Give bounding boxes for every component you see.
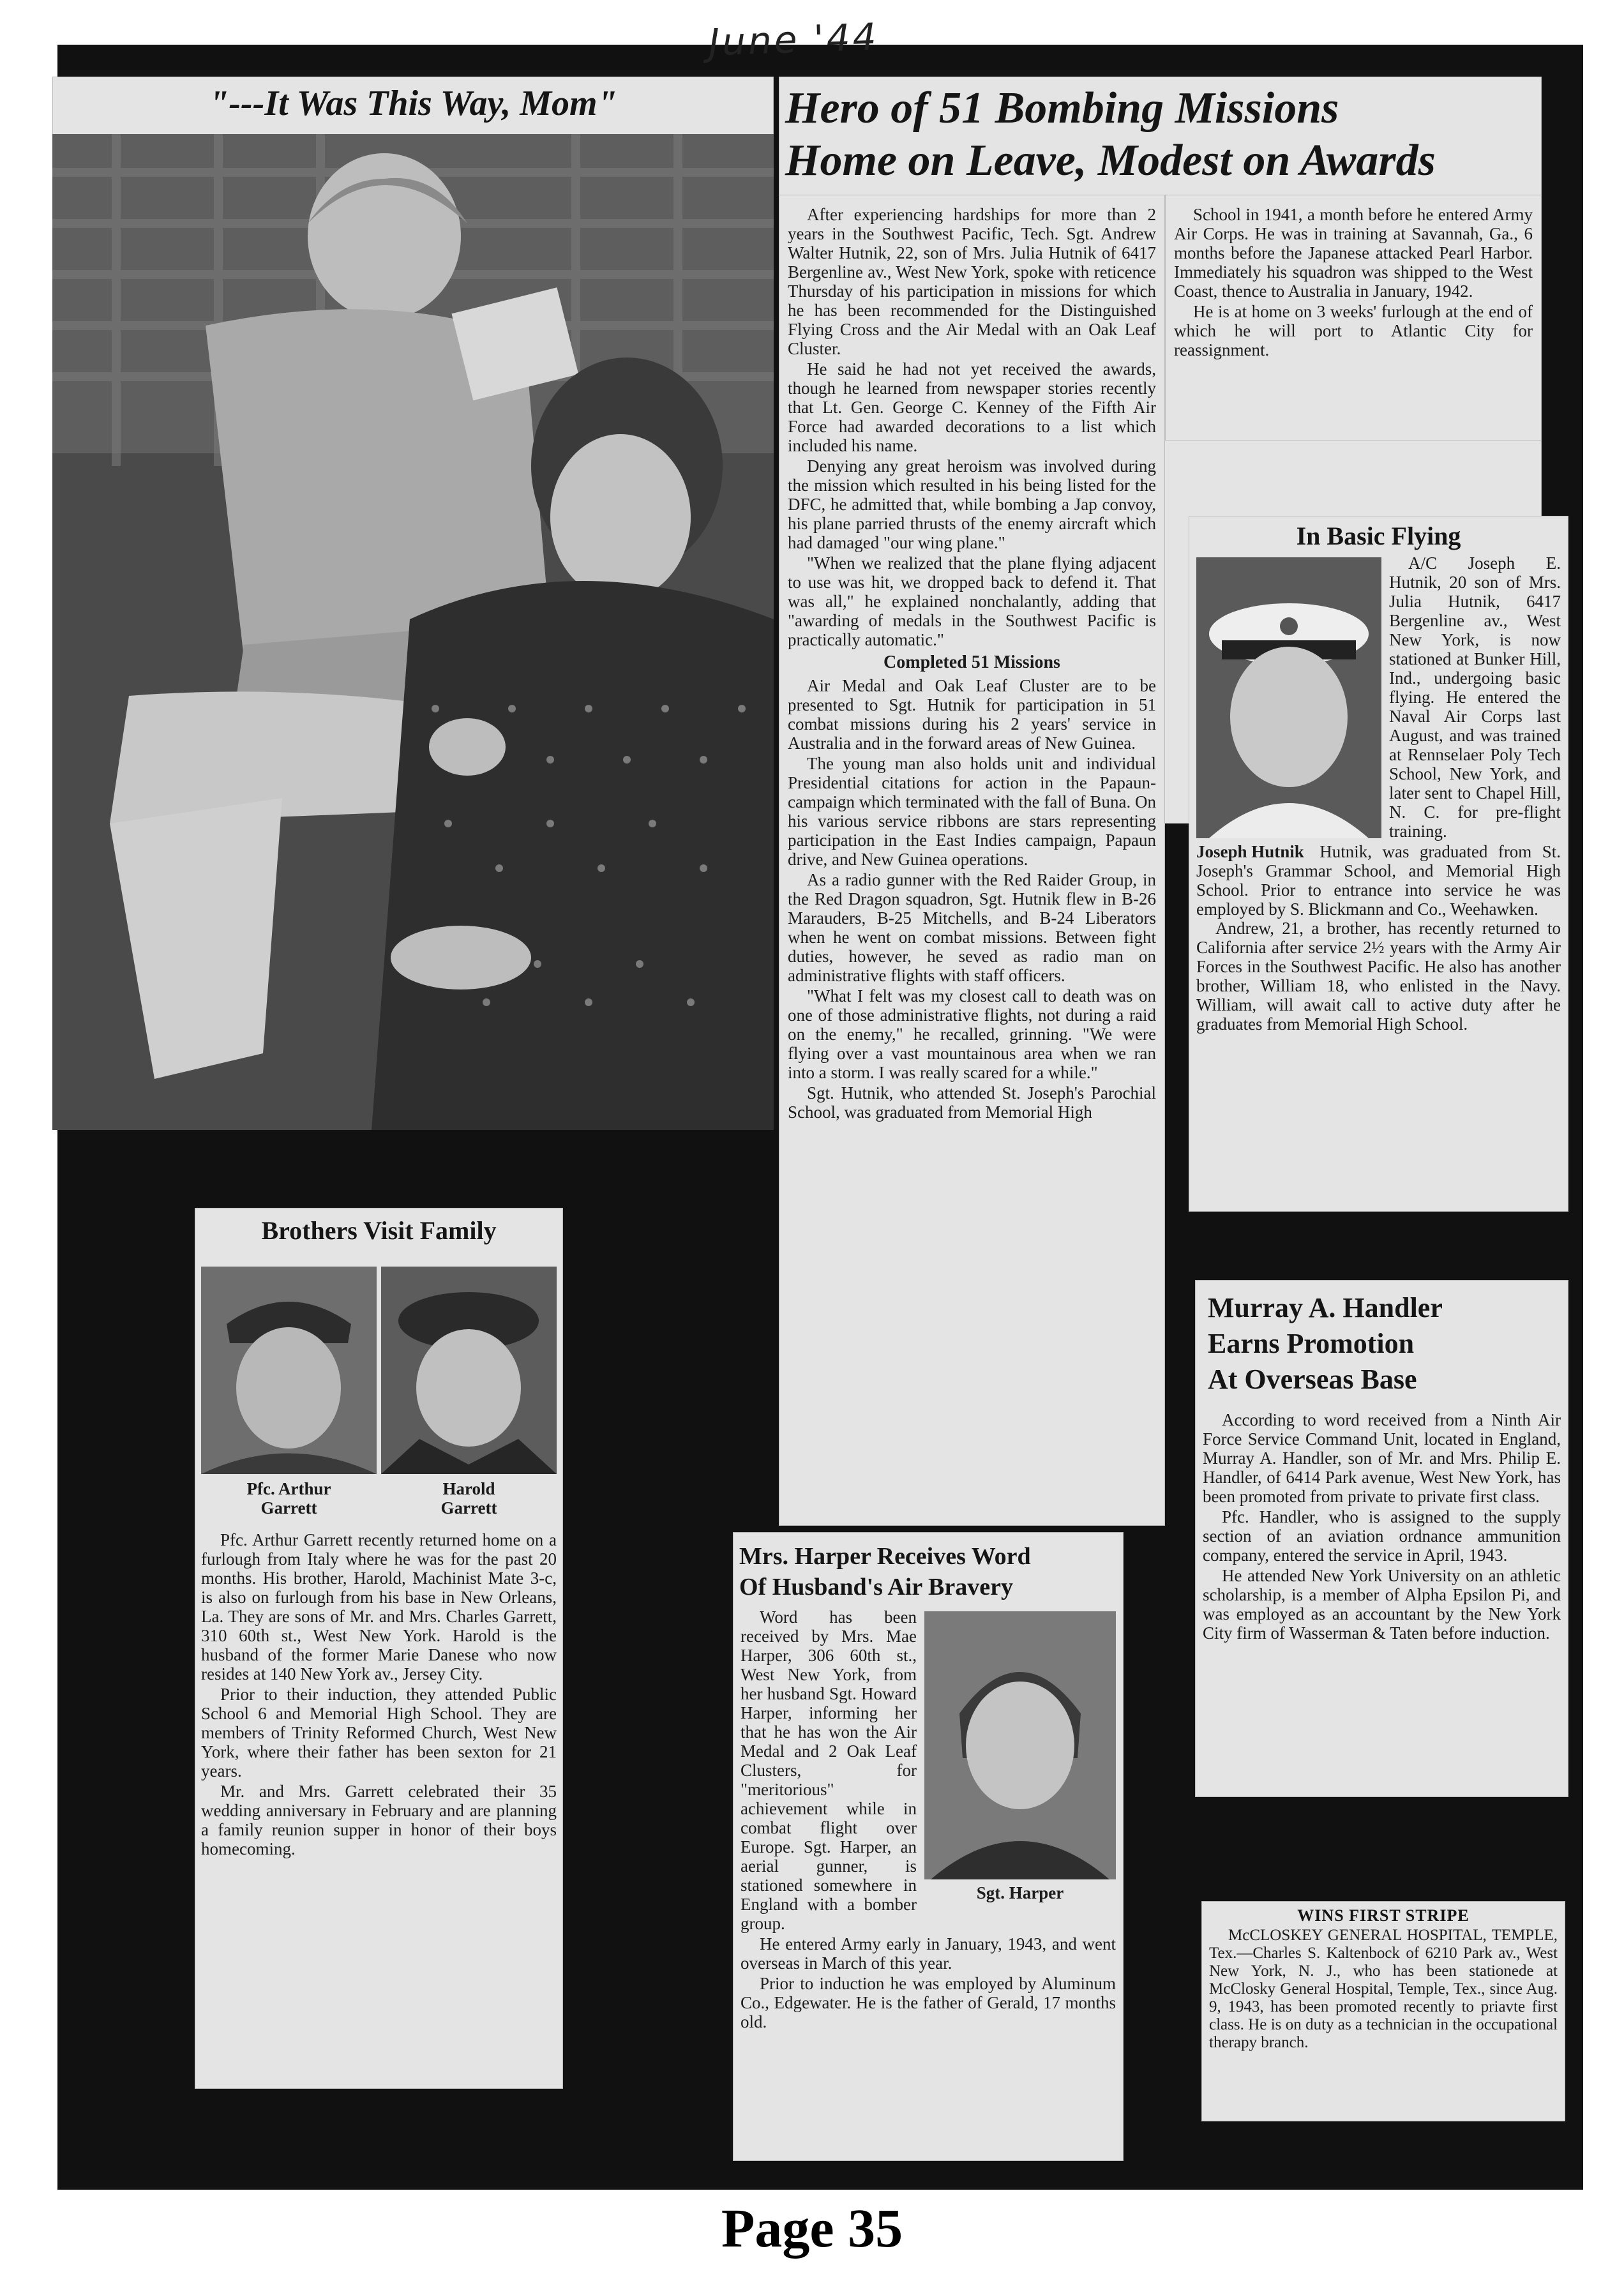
hero-p7: As a radio gunner with the Red Raider Group, in the Red Dragon squadron, Sgt. Hutnik flew in B-26 Marauders, B-25 Mitchells, and B-24 Liberators when he went on combat missions. Between fight duties, however, he seved as radio man on administrative flights with staff officers. xyxy=(788,870,1156,985)
basic-flying-clipping xyxy=(1189,516,1568,1212)
handler-p2: Pfc. Handler, who is assigned to the supply section of an aviation ordnance ammunition company, entered the service in April, 1943. xyxy=(1203,1507,1561,1565)
joseph-hutnik-photo xyxy=(1196,557,1381,838)
hero-p3: Denying any great heroism was involved during the mission which resulted in his being listed for the DFC, he admitted that, while bombing a Jap convoy, his plane parried thrusts of the enemy aircraft which had damaged "our wing plane." xyxy=(788,456,1156,552)
hero-p5: Air Medal and Oak Leaf Cluster are to be presented to Sgt. Hutnik for participation in 51 combat missions during his 2 years' service in Australia and in the forward areas of New Guinea. xyxy=(788,676,1156,753)
hero-p4: "When we realized that the plane flying adjacent to use was hit, we dropped back to defend it. That was all," he explained nonchalantly, adding that "awarding of medals in the Southwest Pacific is practically automatic." xyxy=(788,553,1156,649)
brothers-p3: Mr. and Mrs. Garrett celebrated their 35 wedding anniversary in February and are planning a family reunion supper in honor of their boys homecoming. xyxy=(201,1782,557,1858)
soldier-and-mother-photo xyxy=(52,134,774,1130)
stripe-text xyxy=(1201,1925,1565,2052)
harper-p2: He entered Army early in January, 1943, and went overseas in March of this year. xyxy=(741,1934,1116,1973)
hero-column1-text xyxy=(779,195,1165,1133)
stripe-headline: WINS FIRST STRIPE xyxy=(1297,1906,1470,1925)
arthur-caption-line1: Pfc. Arthur xyxy=(246,1479,331,1498)
sgt-harper-portrait xyxy=(924,1611,1116,1879)
harper-p1: Word has been received by Mrs. Mae Harper, 306 60th st., West New York, from her husband Sgt. Howard Harper, informing her that he has won the Air Medal and 2 Oak Leaf Clusters, for "meritorious" achievement while in combat flight over Europe. Sgt. Harper, an aerial gunner, is stationed somewhere in England with a bomber group. xyxy=(741,1607,917,1933)
harper-photo-block xyxy=(924,1611,1116,1902)
harper-p3: Prior to induction he was employed by Aluminum Co., Edgewater. He is the father of Gerald, 17 months old. xyxy=(741,1974,1116,2031)
sgt-harper-photo xyxy=(924,1611,1116,1879)
photo-illustration xyxy=(52,134,774,1130)
handwritten-date: June '44 xyxy=(707,15,880,64)
page-number: Page 35 xyxy=(721,2197,903,2259)
harold-garrett-portrait xyxy=(381,1267,557,1474)
joseph-hutnik-caption: Joseph Hutnik xyxy=(1196,842,1304,861)
brothers-headline: Brothers Visit Family xyxy=(261,1216,497,1245)
basic-flying-text xyxy=(1189,551,1568,1034)
harper-headline-line2: Of Husband's Air Bravery xyxy=(739,1574,1013,1600)
basic-flying-intro: A/C Joseph E. Hutnik, 20 son of Mrs. Julia Hutnik, 6417 Bergenline av., West New York, is now stationed at Bunker Hill, Ind., undergoing basic flying. He entered the Naval Air Corps last August, and was trained at Rennselaer Poly Tech School, New York, and later sent to Chapel Hill, N. C. for pre-flight training. xyxy=(1389,553,1561,841)
harold-caption-line2: Garrett xyxy=(440,1498,497,1517)
basic-flying-body: Hutnik, was graduated from St. Joseph's Grammar School, and Memorial High School. Prior to entrance into service he was employed by S. Blickmann and Co., Weehawken. xyxy=(1196,842,1561,919)
handler-text xyxy=(1195,1397,1568,1643)
hero-column2-text xyxy=(1165,195,1542,371)
harper-text xyxy=(733,1602,1124,2031)
hero-headline-line2: Home on Leave, Modest on Awards xyxy=(785,136,1436,185)
arthur-garrett-photo xyxy=(201,1267,377,1474)
hero-p1: After experiencing hardships for more than 2 years in the Southwest Pacific, Tech. Sgt. Andrew Walter Hutnik, 22, son of Mrs. Julia Hutnik of 6417 Bergenline av., West New York, spoke with reticence Thursday of his participation in missions for which he has been recommended for the Distinguished Flying Cross and the Air Medal with an Oak Leaf Cluster. xyxy=(788,205,1156,358)
hero-article-column2 xyxy=(1165,195,1542,440)
harper-headline-line1: Mrs. Harper Receives Word xyxy=(739,1543,1031,1570)
handler-p3: He attended New York University on an athletic scholarship, is a member of Alpha Epsilon Pi, and was employed as an accountant by the New York City firm of Wasserman & Taten before induction. xyxy=(1203,1566,1561,1643)
harper-clipping xyxy=(733,1532,1124,2161)
brothers-p1: Pfc. Arthur Garrett recently returned home on a furlough from Italy where he was for the past 20 months. His brother, Harold, Machinist Mate 3-c, is also on furlough from his base in New Orleans, La. They are sons of Mr. and Mrs. Charles Garrett, 310 60th st., West New York. Harold is the husband of the former Marie Danese who now resides at 140 New York av., Jersey City. xyxy=(201,1530,557,1683)
harold-caption-line1: Harold xyxy=(442,1479,495,1498)
hero-subhead: Completed 51 Missions xyxy=(883,652,1060,672)
hero-p2: He said he had not yet received the awards, though he learned from newspaper stories recently that Lt. Gen. George C. Kenney of the Fifth Air Force had awarded decorations to a list which included his name. xyxy=(788,359,1156,455)
photo-headline: "---It Was This Way, Mom" xyxy=(209,84,617,123)
handler-headline-line1: Murray A. Handler xyxy=(1208,1292,1443,1323)
hero-p8: "What I felt was my closest call to death was on one of those administrative flights, not during a raid on the enemy," he recalled, grinning. "We were flying over a vast mountainous area when we ran into a storm. I was really scared for a while." xyxy=(788,986,1156,1082)
handler-p1: According to word received from a Ninth Air Force Service Command Unit, located in England, Murray A. Handler, son of Mr. and Mrs. Philip E. Handler, of 6414 Park avenue, West New York, has been promoted from private to private first class. xyxy=(1203,1410,1561,1506)
photo-clipping xyxy=(52,77,774,1130)
brothers-p2: Prior to their induction, they attended Public School 6 and Memorial High School. They are members of Trinity Reformed Church, West New York, where their father has been sexton for 21 years. xyxy=(201,1685,557,1780)
joseph-hutnik-portrait xyxy=(1196,557,1381,838)
hero-col2-p2: He is at home on 3 weeks' furlough at the end of which he will port to Atlantic City for reassignment. xyxy=(1174,302,1533,359)
brothers-text xyxy=(201,1530,557,1860)
handler-clipping xyxy=(1195,1280,1568,1797)
hero-col2-p1: School in 1941, a month before he entered Army Air Corps. He was in training at Savannah, Ga., 6 months before the Japanese attacked Pearl Harbor. Immediately his squadron was shipped to the West Coast, thence to Australia in January, 1942. xyxy=(1174,205,1533,301)
arthur-garrett-portrait xyxy=(201,1267,377,1474)
hero-p9: Sgt. Hutnik, who attended St. Joseph's Parochial School, was graduated from Memorial High xyxy=(788,1083,1156,1122)
handler-headline-line2: Earns Promotion xyxy=(1208,1328,1415,1359)
sgt-harper-caption: Sgt. Harper xyxy=(976,1883,1064,1902)
arthur-caption-line2: Garrett xyxy=(260,1498,317,1517)
hero-p6: The young man also holds unit and individual Presidential citations for action in the Papaun-campaign which terminated with the fall of Buna. On his various service ribbons are stars representing participation in the East Indies campaign, Papaun drive, and New Guinea operations. xyxy=(788,754,1156,869)
hero-article-column1 xyxy=(779,195,1165,1526)
hero-headline-line1: Hero of 51 Bombing Missions xyxy=(785,84,1339,133)
handler-headline-line3: At Overseas Base xyxy=(1208,1364,1417,1395)
basic-flying-headline: In Basic Flying xyxy=(1296,522,1461,550)
brothers-clipping xyxy=(195,1208,563,2089)
basic-flying-body2: Andrew, 21, a brother, has recently returned to California after service 2½ years with the Army Air Forces in the Southwest Pacific. He also has another brother, William 18, who enlisted in the Navy. William, will await call to active duty after he graduates from Memorial High School. xyxy=(1196,919,1561,1034)
stripe-p1: McCLOSKEY GENERAL HOSPITAL, TEMPLE, Tex.—Charles S. Kaltenbock of 6210 Park av., West New York, N. J., who has been stationede at McClosky General Hospital, Temple, Tex., since Aug. 9, 1943, has been promoted recently to priavte first class. He is on duty as a technician in the occupational therapy branch. xyxy=(1209,1927,1558,2051)
harold-garrett-photo xyxy=(381,1267,557,1474)
stripe-clipping xyxy=(1201,1901,1565,2121)
